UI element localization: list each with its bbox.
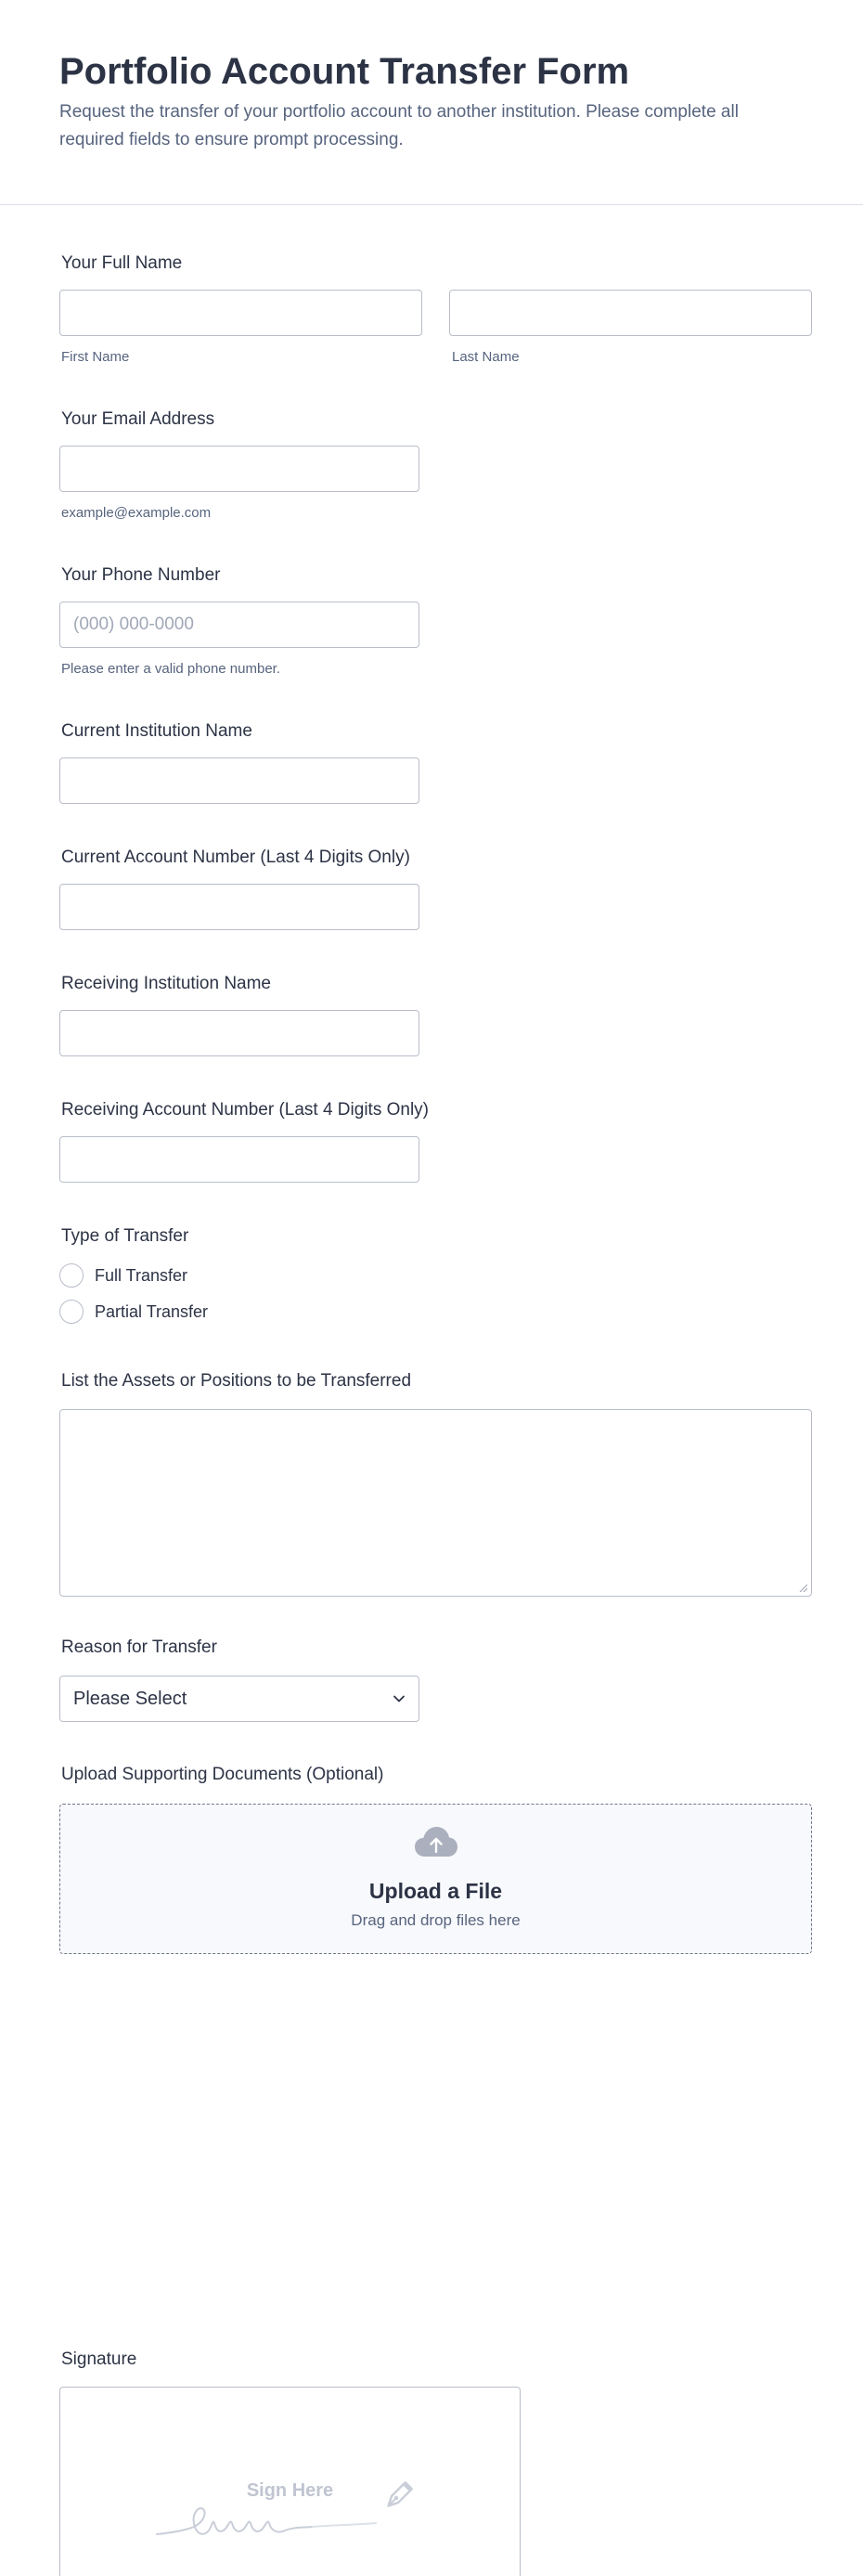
receiving-account-label: Receiving Account Number (Last 4 Digits Only) — [61, 1100, 429, 1120]
first-name-sublabel: First Name — [61, 349, 130, 365]
current-institution-input[interactable] — [59, 757, 419, 804]
radio-label-partial: Partial Transfer — [95, 1301, 209, 1321]
page-title: Portfolio Account Transfer Form — [59, 51, 630, 92]
upload-subtitle: Drag and drop files here — [351, 1911, 521, 1929]
reason-label: Reason for Transfer — [61, 1638, 217, 1657]
upload-title: Upload a File — [368, 1879, 503, 1903]
current-account-input[interactable] — [59, 884, 419, 930]
reason-select-value: Please Select — [73, 1688, 187, 1709]
receiving-institution-input[interactable] — [59, 1010, 419, 1056]
assets-textarea[interactable] — [59, 1409, 812, 1597]
receiving-institution-label: Receiving Institution Name — [61, 974, 271, 993]
current-institution-label: Current Institution Name — [61, 721, 252, 741]
resize-grip-icon[interactable] — [798, 1583, 807, 1592]
radio-full-transfer[interactable] — [59, 1262, 187, 1288]
transfer-type-label: Type of Transfer — [61, 1226, 189, 1246]
full-name-label: Your Full Name — [61, 253, 183, 273]
phone-input[interactable] — [59, 602, 419, 648]
radio-circle[interactable] — [59, 1300, 84, 1324]
reason-select[interactable] — [59, 1676, 419, 1722]
chevron-down-icon — [393, 1692, 406, 1705]
receiving-account-input[interactable] — [59, 1136, 419, 1183]
signature-label: Signature — [61, 2349, 137, 2369]
assets-label: List the Assets or Positions to be Transferred — [61, 1371, 412, 1391]
first-name-input[interactable] — [59, 290, 422, 336]
cloud-upload-icon — [414, 1825, 458, 1858]
signature-pad[interactable] — [59, 2387, 521, 2576]
phone-sublabel: Please enter a valid phone number. — [61, 661, 280, 677]
page-subtitle: Request the transfer of your portfolio account to another institution. Please complete all required fields to ensure prompt processing. — [59, 102, 739, 149]
email-label: Your Email Address — [61, 409, 215, 429]
radio-label-full: Full Transfer — [95, 1265, 188, 1285]
radio-circle[interactable] — [59, 1263, 84, 1288]
upload-label: Upload Supporting Documents (Optional) — [61, 1765, 384, 1784]
form-header — [0, 0, 863, 205]
email-sublabel: example@example.com — [61, 505, 212, 521]
phone-label: Your Phone Number — [61, 565, 221, 585]
last-name-sublabel: Last Name — [452, 349, 520, 365]
last-name-input[interactable] — [449, 290, 812, 336]
email-input[interactable] — [59, 446, 419, 492]
signature-placeholder: Sign Here — [246, 2480, 334, 2501]
upload-dropzone[interactable] — [59, 1804, 812, 1954]
current-account-label: Current Account Number (Last 4 Digits Only) — [61, 848, 410, 867]
radio-partial-transfer[interactable] — [59, 1299, 208, 1325]
